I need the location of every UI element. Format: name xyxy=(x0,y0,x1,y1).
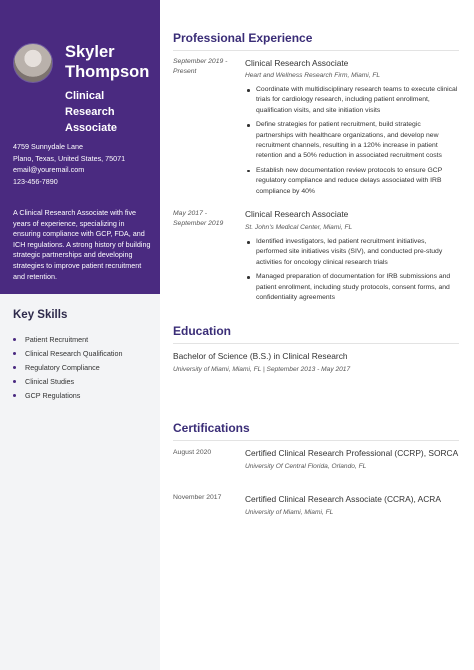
bullet-icon xyxy=(13,380,16,383)
summary: A Clinical Research Associate with five years of experience, specializing in ensuring compliance with GCP, FDA, and ICH regulations. A strong history of building strategic partnerships and developing strategies to improve patient recruitment and retention. xyxy=(13,208,151,281)
bullet-icon xyxy=(13,338,16,341)
list-item xyxy=(245,120,459,162)
list-item xyxy=(13,347,122,361)
skill-label: GCP Regulations xyxy=(25,391,81,400)
cert-issuer: University Of Central Florida, Orlando, FL xyxy=(245,463,367,470)
employer: Heart and Wellness Research Firm, Miami, FL xyxy=(245,72,381,79)
list-item xyxy=(245,166,459,197)
bullet-icon xyxy=(247,89,250,92)
first-name: Skyler xyxy=(65,43,115,61)
bullet-icon xyxy=(247,241,250,244)
list-item xyxy=(245,85,459,116)
skills-heading: Key Skills xyxy=(13,309,68,321)
cert-name: Certified Clinical Research Associate (CCRA), ACRA xyxy=(245,494,441,504)
email[interactable]: email@youremail.com xyxy=(13,165,85,174)
last-name: Thompson xyxy=(65,63,150,81)
list-item xyxy=(245,237,459,268)
job-date xyxy=(173,57,239,77)
bullet-icon xyxy=(13,352,16,355)
bullet-icon xyxy=(13,366,16,369)
job-date xyxy=(173,209,239,229)
bullet-icon xyxy=(13,394,16,397)
skill-label: Regulatory Compliance xyxy=(25,363,100,372)
phone: 123-456-7890 xyxy=(13,176,58,186)
divider xyxy=(173,50,459,51)
date-start: May 2017 - xyxy=(173,210,208,217)
bullet-icon xyxy=(247,170,250,173)
skill-label: Clinical Studies xyxy=(25,377,75,386)
degree: Bachelor of Science (B.S.) in Clinical Research xyxy=(173,351,348,361)
contact-info xyxy=(13,141,157,187)
bullet-text: Establish new documentation review protocols to ensure GCP regulatory compliance and reduce delays associated with IRB compliance by 40% xyxy=(256,166,443,195)
bullet-text: Coordinate with multidisciplinary research teams to execute clinical trials for cardiology research, including patient enrollment, qualification visits, and site initiation visits xyxy=(256,86,458,114)
skill-label: Clinical Research Qualification xyxy=(25,349,123,358)
avatar xyxy=(13,43,53,83)
job-title: Clinical Research Associate xyxy=(245,209,349,219)
role-line: Associate xyxy=(65,122,117,134)
bullet-text: Define strategies for patient recruitment, build strategic partnerships with healthcare organizations, and develop new recruitment channels, resulting in a 120% increase in patient retention and a 50% reduction in associated recruitment costs xyxy=(256,121,442,160)
role-line: Clinical xyxy=(65,90,105,102)
list-item xyxy=(245,272,459,303)
cert-date: November 2017 xyxy=(173,494,222,501)
list-item xyxy=(13,389,122,403)
divider xyxy=(173,440,459,441)
address-line: Plano, Texas, United States, 75071 xyxy=(13,153,126,163)
list-item xyxy=(13,361,122,375)
date-end: Present xyxy=(173,68,197,75)
bullet-text: Managed preparation of documentation for IRB submissions and patient enrollment, including study protocols, consent forms, and confidentiality agreements xyxy=(256,273,451,302)
skill-label: Patient Recruitment xyxy=(25,335,89,344)
certifications-heading: Certifications xyxy=(173,421,250,435)
list-item xyxy=(13,375,122,389)
divider xyxy=(173,343,459,344)
candidate-name xyxy=(65,42,157,82)
job-bullets xyxy=(245,237,459,307)
bullet-icon xyxy=(247,276,250,279)
address-line: 4759 Sunnydale Lane xyxy=(13,142,83,151)
job-bullets xyxy=(245,85,459,201)
cert-issuer: University of Miami, Miami, FL xyxy=(245,509,334,516)
cert-name: Certified Clinical Research Professional (CCRP), SORCA xyxy=(245,448,459,458)
skills-list xyxy=(13,333,122,403)
candidate-role xyxy=(65,88,157,136)
experience-heading: Professional Experience xyxy=(173,31,313,45)
date-start: September 2019 - xyxy=(173,58,228,65)
employer: St. John's Medical Center, Miami, FL xyxy=(245,224,353,231)
date-end: September 2019 xyxy=(173,220,224,227)
degree-details: University of Miami, Miami, FL | September 2013 - May 2017 xyxy=(173,366,351,373)
job-title: Clinical Research Associate xyxy=(245,58,349,68)
bullet-text: Identified investigators, led patient recruitment initiatives, performed site initiatives visits (SIV), and conducted pre-study activities for oncology clinical research trials xyxy=(256,238,443,266)
education-heading: Education xyxy=(173,324,232,338)
cert-date: August 2020 xyxy=(173,449,212,456)
list-item xyxy=(13,333,122,347)
bullet-icon xyxy=(247,124,250,127)
role-line: Research xyxy=(65,106,115,118)
